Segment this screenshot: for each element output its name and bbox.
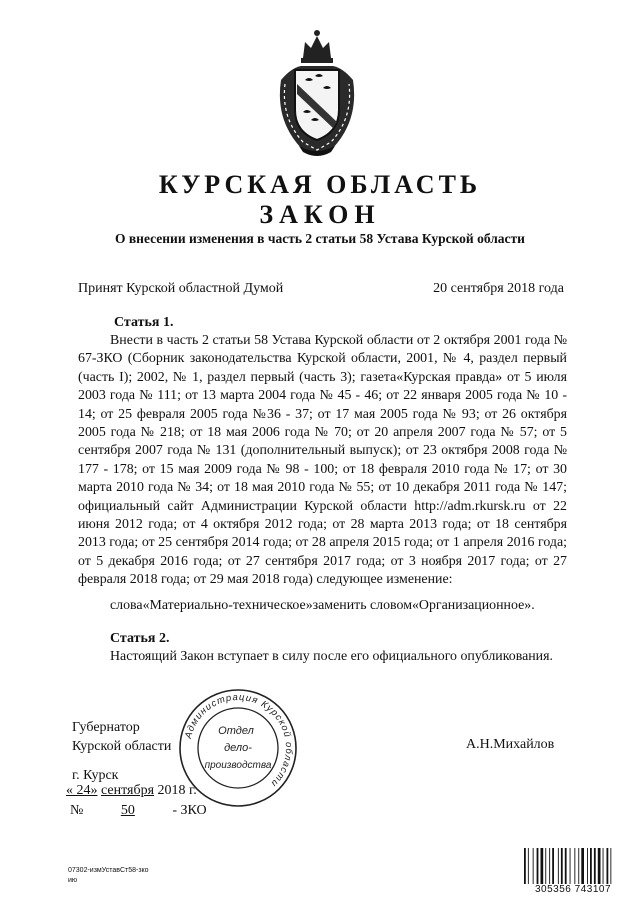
file-code (68, 866, 178, 886)
article-1-change: слова«Материально-техническое»заменить словом«Организационное». (110, 598, 535, 613)
signing-year: 2018 г. (157, 783, 197, 798)
coat-of-arms-icon (271, 20, 363, 160)
file-code-line-1: 07302-измУставСт58-зко (68, 867, 149, 874)
signatory-title (72, 718, 171, 756)
article-2-body: Настоящий Закон вступает в силу после его официального опубликования. (110, 649, 553, 664)
barcode-number: 305356 743107 (523, 884, 623, 895)
article-1-heading: Статья 1. (114, 315, 174, 330)
signing-month: сентября (101, 783, 155, 798)
stamp-ring-text: Администрация Курской области (182, 691, 295, 790)
file-code-line-2: ию (68, 877, 78, 884)
region-title: КУРСКАЯ ОБЛАСТЬ (158, 170, 482, 199)
law-number (70, 803, 207, 819)
stamp-line-2: дело- (224, 742, 252, 754)
article-2-heading: Статья 2. (110, 631, 170, 646)
signatory-title-line-2: Курской области (72, 739, 172, 754)
law-number-value: 50 (120, 803, 135, 818)
stamp-line-3: производства (204, 760, 272, 771)
law-subtitle: О внесении изменения в часть 2 статьи 58 Устава Курской области (115, 231, 525, 246)
signing-place: г. Курск (72, 768, 119, 783)
adopted-date: 20 сентября 2018 года (433, 281, 564, 296)
law-number-prefix: № (70, 803, 84, 818)
adopted-by: Принят Курской областной Думой (78, 281, 284, 296)
signatory-title-line-1: Губернатор (72, 720, 140, 735)
document-type-title: ЗАКОН (259, 200, 381, 229)
article-1-body: Внести в часть 2 статьи 58 Устава Курской области от 2 октября 2001 года № 67-ЗКО (Сборник законодательства Курской области, 2001, № 4, раздел первый (часть I); 2002, № 1, раздел первый (часть 3); газета«Курская правда» от 5 июля 2003 года № 111; от 13 марта 2004 года № 45 - 46; от 22 января 2005 года № 10 - 14; от 25 февраля 2005 года №36 - 37; от 17 мая 2005 года № 93; от 26 октября 2005 года № 218; от 18 мая 2006 года № 70; от 20 апреля 2007 года № 57; от 5 сентября 2007 года № 131 (дополнительный выпуск); от 23 октября 2008 года № 177 - 178; от 15 мая 2009 года № 98 - 100; от 18 февраля 2010 года № 17; от 30 марта 2010 года № 34; от 18 мая 2010 года № 55; от 10 декабря 2011 года № 147; официальный сайт Администрации Курской области http://adm.rkursk.ru от 22 июня 2012 года; от 4 октября 2012 года; от 28 марта 2013 года; от 18 сентября 2013 года; от 25 сентября 2014 года; от 28 апреля 2015 года; от 1 апреля 2016 года; от 5 декабря 2016 года; от 27 сентября 2017 года; от 3 ноября 2017 года; от 27 февраля 2018 года; от 29 мая 2018 года) следующее изменение: (78, 333, 567, 588)
signatory-name: А.Н.Михайлов (466, 737, 555, 752)
signing-day: « 24» (66, 783, 98, 798)
law-number-suffix: - ЗКО (172, 803, 207, 818)
signing-date (66, 783, 197, 799)
stamp-line-1: Отдел (218, 725, 254, 737)
